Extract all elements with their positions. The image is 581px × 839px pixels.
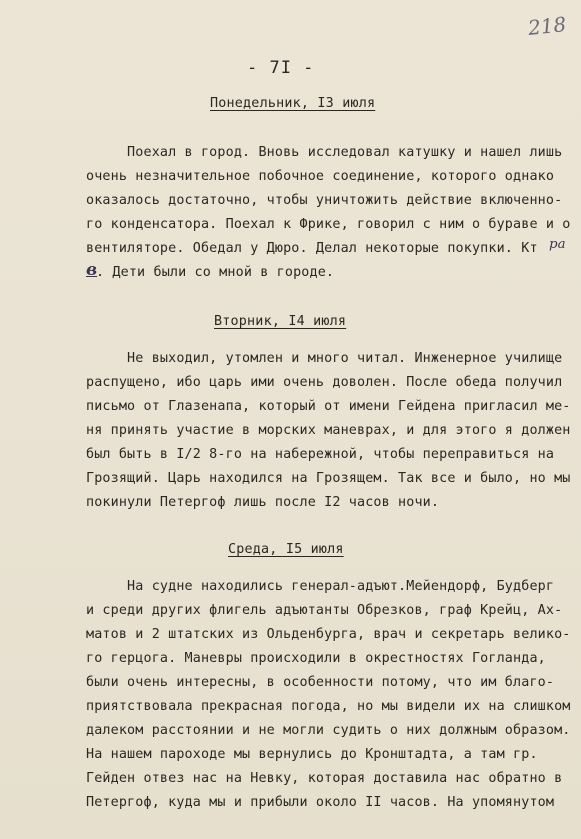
text-line: очень незначительное побочное соединение, которого однако — [86, 169, 555, 184]
text-line: На нашем пароходе мы вернулись до Кронштадта, а там гр. — [86, 747, 538, 762]
text-line: Петергоф, куда мы и прибыли около II часов. На упомянутом — [86, 795, 555, 810]
archive-number: 218 — [526, 12, 568, 40]
text-line: Грозящий. Царь находился на Грозящем. Так все и было, но мы — [86, 471, 571, 486]
text-line: был быть в I/2 8-го на набережной, чтобы переправиться на — [86, 447, 555, 462]
text-line: Поехал в город. Вновь исследовал катушку и нашел лишь — [86, 145, 563, 160]
text-line: распущено, ибо царь ими очень доволен. После обеда получил — [86, 375, 563, 390]
text-line: были очень интересны, в особенности потому, что им благо- — [86, 675, 555, 690]
section-heading-wednesday: Среда, I5 июля — [228, 542, 344, 557]
text-line: Гейден отвез нас на Невку, которая доставила нас обратно в — [86, 771, 563, 786]
text-line: На судне находились генерал-адъют.Мейендорф, Будберг — [86, 579, 555, 594]
text-line: покинули Петергоф лишь после I2 часов ночи. — [86, 495, 440, 510]
text-line: ня принять участие в морских маневрах, и для этого я должен — [86, 423, 571, 438]
text-line: письмо от Глазенапа, который от имени Гейдена пригласил ме- — [86, 399, 571, 414]
page-number: - 7I - — [247, 58, 315, 78]
section-heading-monday: Понедельник, I3 июля — [210, 96, 376, 111]
text-line: вентиляторе. Обедал у Дюро. Делал некоторые покупки. Кт — [86, 241, 538, 256]
text-line: матов и 2 штатских из Ольденбурга, врач и секретарь велико- — [86, 627, 571, 642]
text-line: далеком расстоянии и не могли судить о них должным образом. — [86, 723, 571, 738]
section-heading-tuesday: Вторник, I4 июля — [214, 314, 347, 329]
text-line: го герцога. Маневры происходили в окрестностях Гогланда, — [86, 651, 546, 666]
handwritten-insertion: в — [86, 260, 98, 280]
text-line: . Дети были со мной в городе. — [96, 265, 335, 280]
text-line: оказалось достаточно, чтобы уничтожить действие включенно- — [86, 193, 563, 208]
text-line: Не выходил, утомлен и много читал. Инженерное училище — [86, 351, 563, 366]
text-line: приятствовала прекрасная погода, но мы видели их на слишком — [86, 699, 571, 714]
handwritten-correction: ра — [549, 237, 566, 252]
text-line: го конденсатора. Поехал к Фрике, говорил с ним о бураве и о — [86, 217, 571, 232]
text-line: и среди других флигель адъютанты Обрезков, граф Крейц, Ах- — [86, 603, 563, 618]
